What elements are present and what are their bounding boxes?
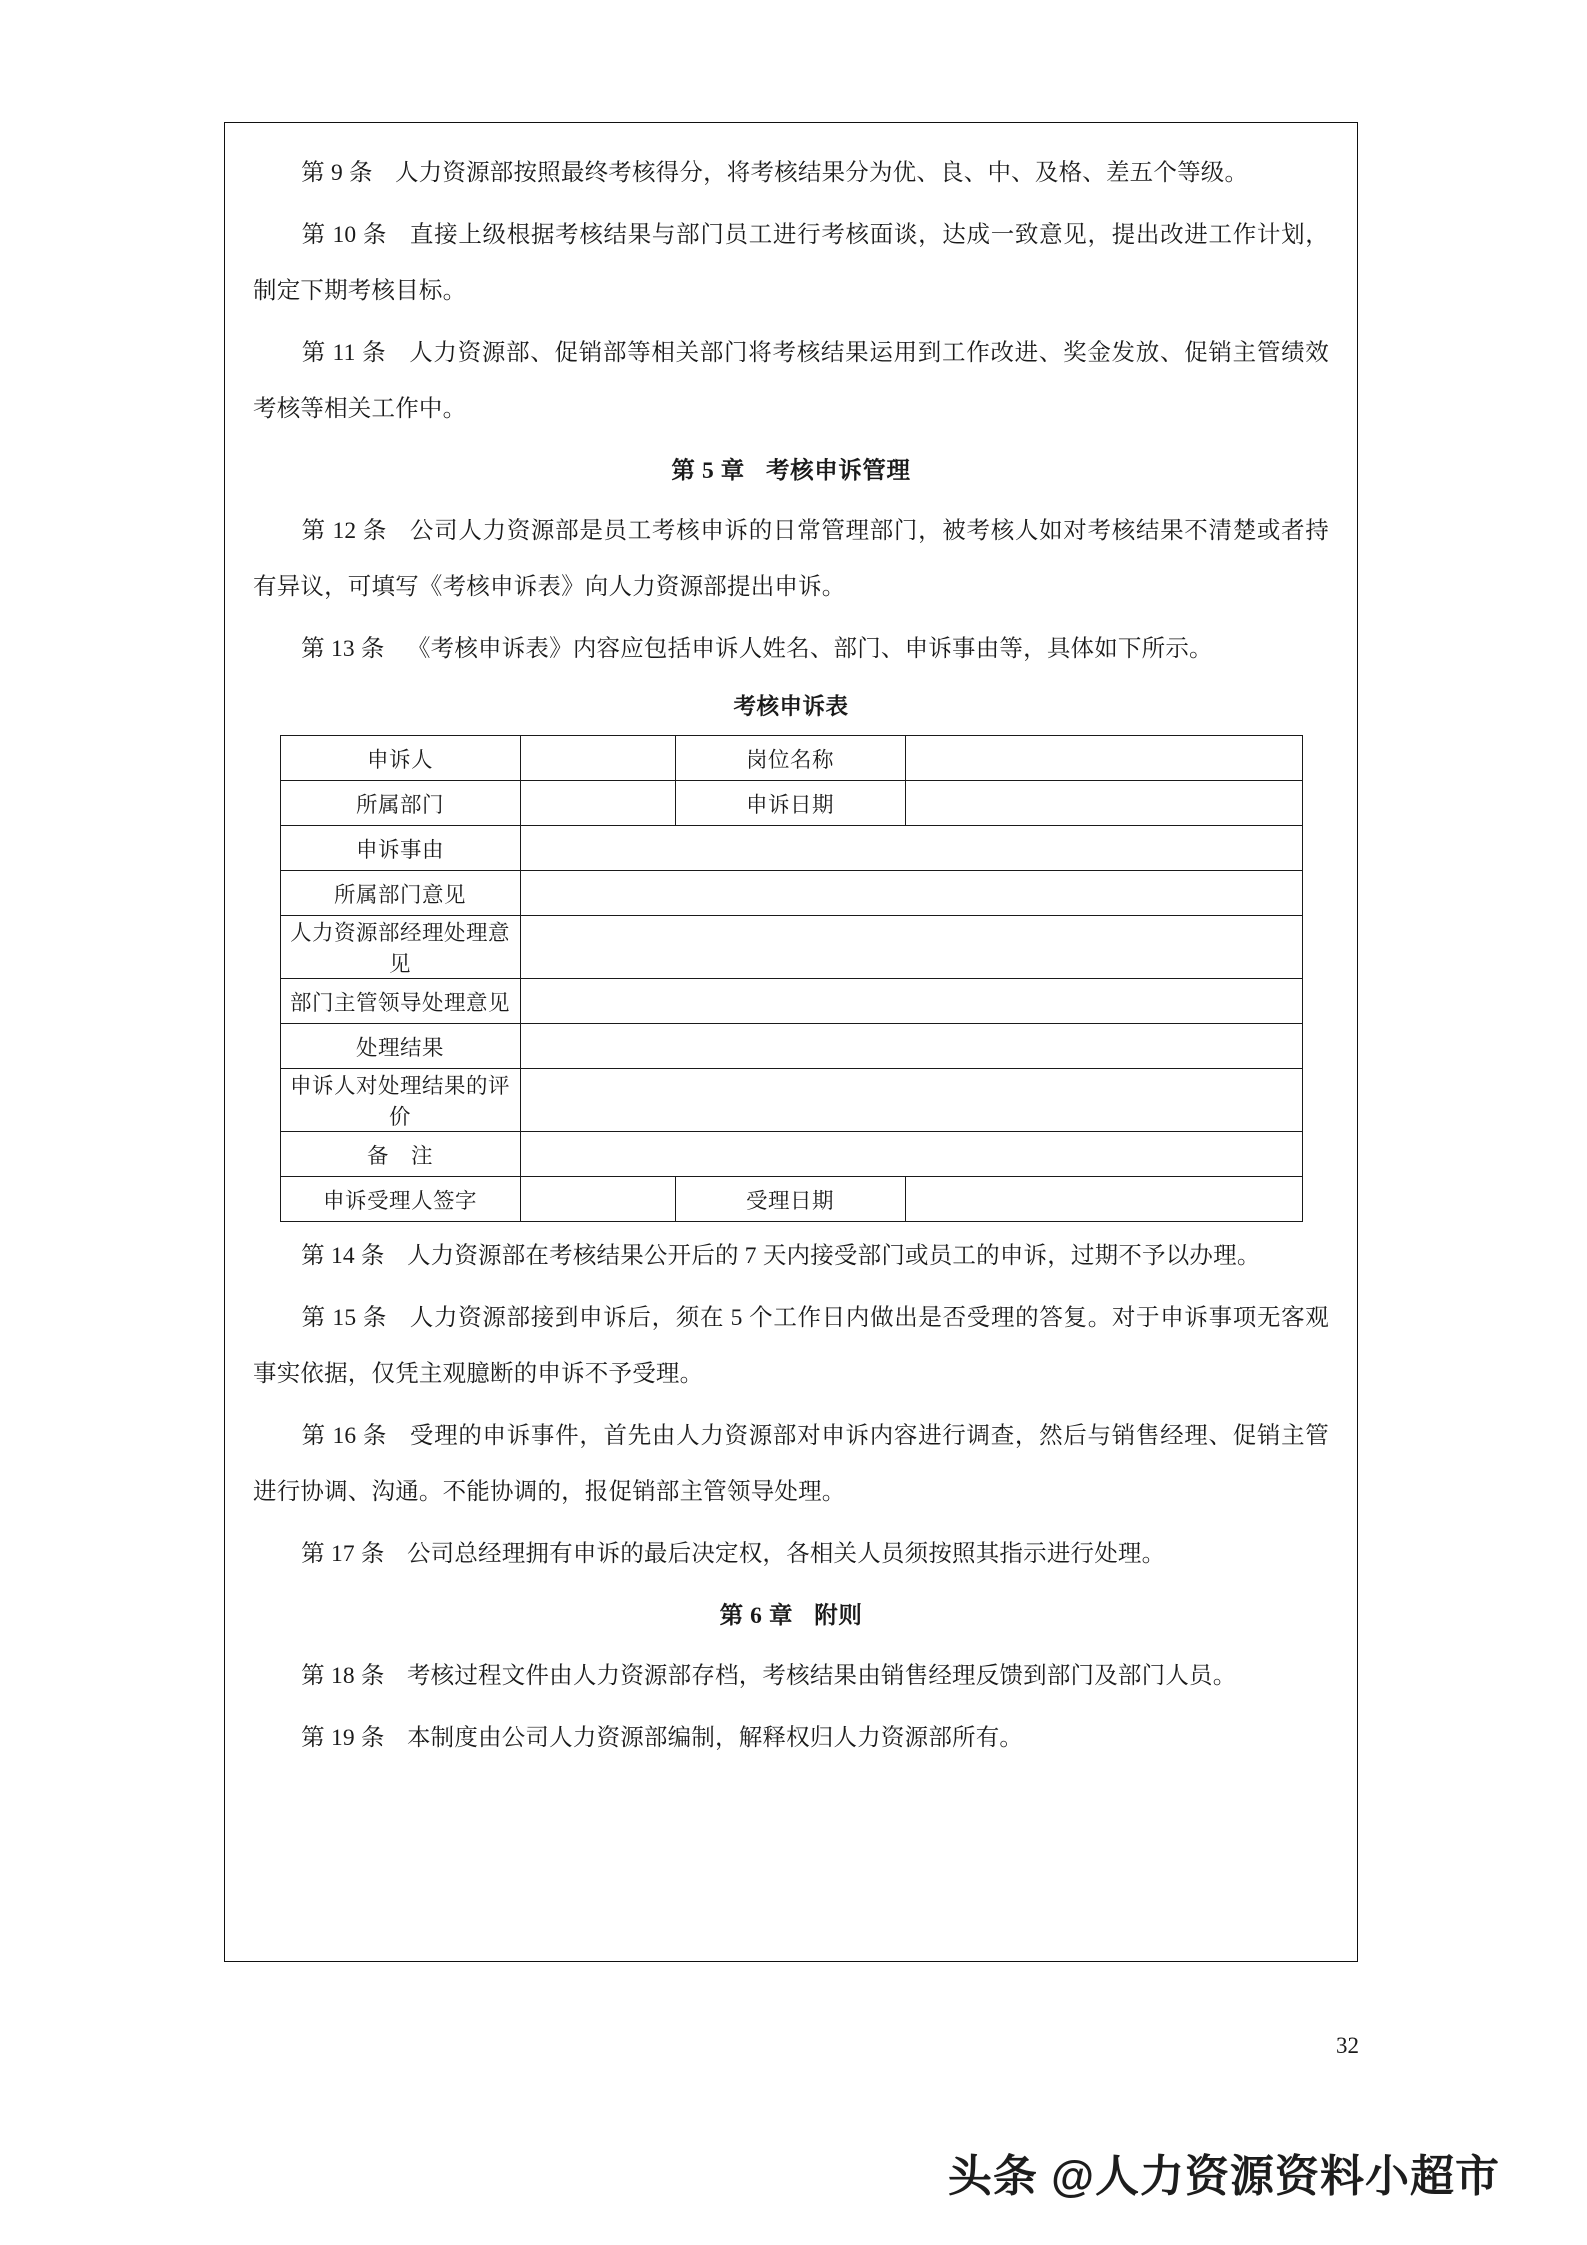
article-15-text: 人力资源部接到申诉后，须在 5 个工作日内做出是否受理的答复。对于申诉事项无客观事实依据，仅凭主观臆断的申诉不予受理。 [253,1305,1329,1387]
table-row [280,1024,1302,1069]
article-19-label: 第 19 条 [301,1725,385,1751]
table-row [280,916,1302,979]
article-15-paragraph [253,1290,1329,1402]
table-row [280,1177,1302,1222]
article-17-label: 第 17 条 [301,1541,385,1567]
article-14-text: 人力资源部在考核结果公开后的 7 天内接受部门或员工的申诉，过期不予以办理。 [406,1243,1261,1269]
form-label-appeal-date: 申诉日期 [675,781,905,826]
article-14-label: 第 14 条 [301,1243,385,1269]
article-16-paragraph [253,1408,1329,1520]
article-10-paragraph [253,207,1329,319]
article-17-paragraph [253,1526,1329,1582]
table-row [280,979,1302,1024]
page-number: 32 [1336,2033,1359,2058]
chapter-6-number: 第 6 章 [719,1603,794,1629]
form-label-result: 处理结果 [280,1024,520,1069]
article-9-text: 人力资源部按照最终考核得分，将考核结果分为优、良、中、及格、差五个等级。 [394,160,1249,186]
article-13-paragraph [253,621,1329,677]
form-value-result[interactable] [520,1024,1302,1069]
article-17-text: 公司总经理拥有申诉的最后决定权，各相关人员须按照其指示进行处理。 [406,1541,1166,1567]
form-label-receiver-signature: 申诉受理人签字 [280,1177,520,1222]
article-18-paragraph [253,1648,1329,1704]
table-row [280,1132,1302,1177]
appeal-form-title: 考核申诉表 [733,694,849,719]
article-11-paragraph [253,325,1329,437]
article-13-text: 《考核申诉表》内容应包括申诉人姓名、部门、申诉事由等，具体如下所示。 [406,636,1213,662]
form-value-acceptance-date[interactable] [905,1177,1302,1222]
chapter-6-title: 附则 [814,1603,863,1629]
source-watermark: 头条 @人力资源资料小超市 [947,2152,1500,2201]
form-label-department: 所属部门 [280,781,520,826]
article-12-text: 公司人力资源部是员工考核申诉的日常管理部门，被考核人如对考核结果不清楚或者持有异议，可填写《考核申诉表》向人力资源部提出申诉。 [253,518,1329,600]
form-value-appeal-reason[interactable] [520,826,1302,871]
form-value-position-name[interactable] [905,736,1302,781]
page-frame [224,122,1358,1962]
appeal-form-table [280,735,1303,1222]
form-label-supervisor-opinion: 部门主管领导处理意见 [280,979,520,1024]
article-16-text: 受理的申诉事件，首先由人力资源部对申诉内容进行调查，然后与销售经理、促销主管进行协调、沟通。不能协调的，报促销部主管领导处理。 [253,1423,1329,1505]
article-11-label: 第 11 条 [301,340,387,366]
article-12-label: 第 12 条 [301,518,388,544]
table-row [280,871,1302,916]
article-10-label: 第 10 条 [301,222,388,248]
chapter-5-title: 考核申诉管理 [766,458,911,484]
article-9-paragraph [253,145,1329,201]
article-18-text: 考核过程文件由人力资源部存档，考核结果由销售经理反馈到部门及部门人员。 [406,1663,1237,1689]
article-19-text: 本制度由公司人力资源部编制，解释权归人力资源部所有。 [406,1725,1024,1751]
form-value-appellant[interactable] [520,736,675,781]
form-value-appeal-date[interactable] [905,781,1302,826]
chapter-5-heading [253,443,1329,499]
form-value-department[interactable] [520,781,675,826]
chapter-5-number: 第 5 章 [671,458,745,484]
table-row [280,781,1302,826]
table-row [280,1069,1302,1132]
form-label-department-opinion: 所属部门意见 [280,871,520,916]
form-value-remarks[interactable] [520,1132,1302,1177]
article-18-label: 第 18 条 [301,1663,385,1689]
form-value-supervisor-opinion[interactable] [520,979,1302,1024]
article-9-label: 第 9 条 [301,160,373,186]
form-label-appeal-reason: 申诉事由 [280,826,520,871]
form-value-receiver-signature[interactable] [520,1177,675,1222]
article-19-paragraph [253,1710,1329,1766]
chapter-6-heading [253,1588,1329,1644]
article-12-paragraph [253,503,1329,615]
table-row [280,826,1302,871]
form-label-hr-manager-opinion: 人力资源部经理处理意见 [280,916,520,979]
form-label-position-name: 岗位名称 [675,736,905,781]
article-13-label: 第 13 条 [301,636,385,662]
article-11-text: 人力资源部、促销部等相关部门将考核结果运用到工作改进、奖金发放、促销主管绩效考核等相关工作中。 [253,340,1330,422]
form-label-acceptance-date: 受理日期 [675,1177,905,1222]
form-label-remarks: 备 注 [280,1132,520,1177]
article-15-label: 第 15 条 [301,1305,388,1331]
form-label-appellant: 申诉人 [280,736,520,781]
form-value-appellant-evaluation[interactable] [520,1069,1302,1132]
form-label-appellant-evaluation: 申诉人对处理结果的评价 [280,1069,520,1132]
article-10-text: 直接上级根据考核结果与部门员工进行考核面谈，达成一致意见，提出改进工作计划，制定下期考核目标。 [253,222,1329,304]
article-14-paragraph [253,1228,1329,1284]
article-16-label: 第 16 条 [301,1423,388,1449]
table-row [280,736,1302,781]
form-value-department-opinion[interactable] [520,871,1302,916]
form-value-hr-manager-opinion[interactable] [520,916,1302,979]
